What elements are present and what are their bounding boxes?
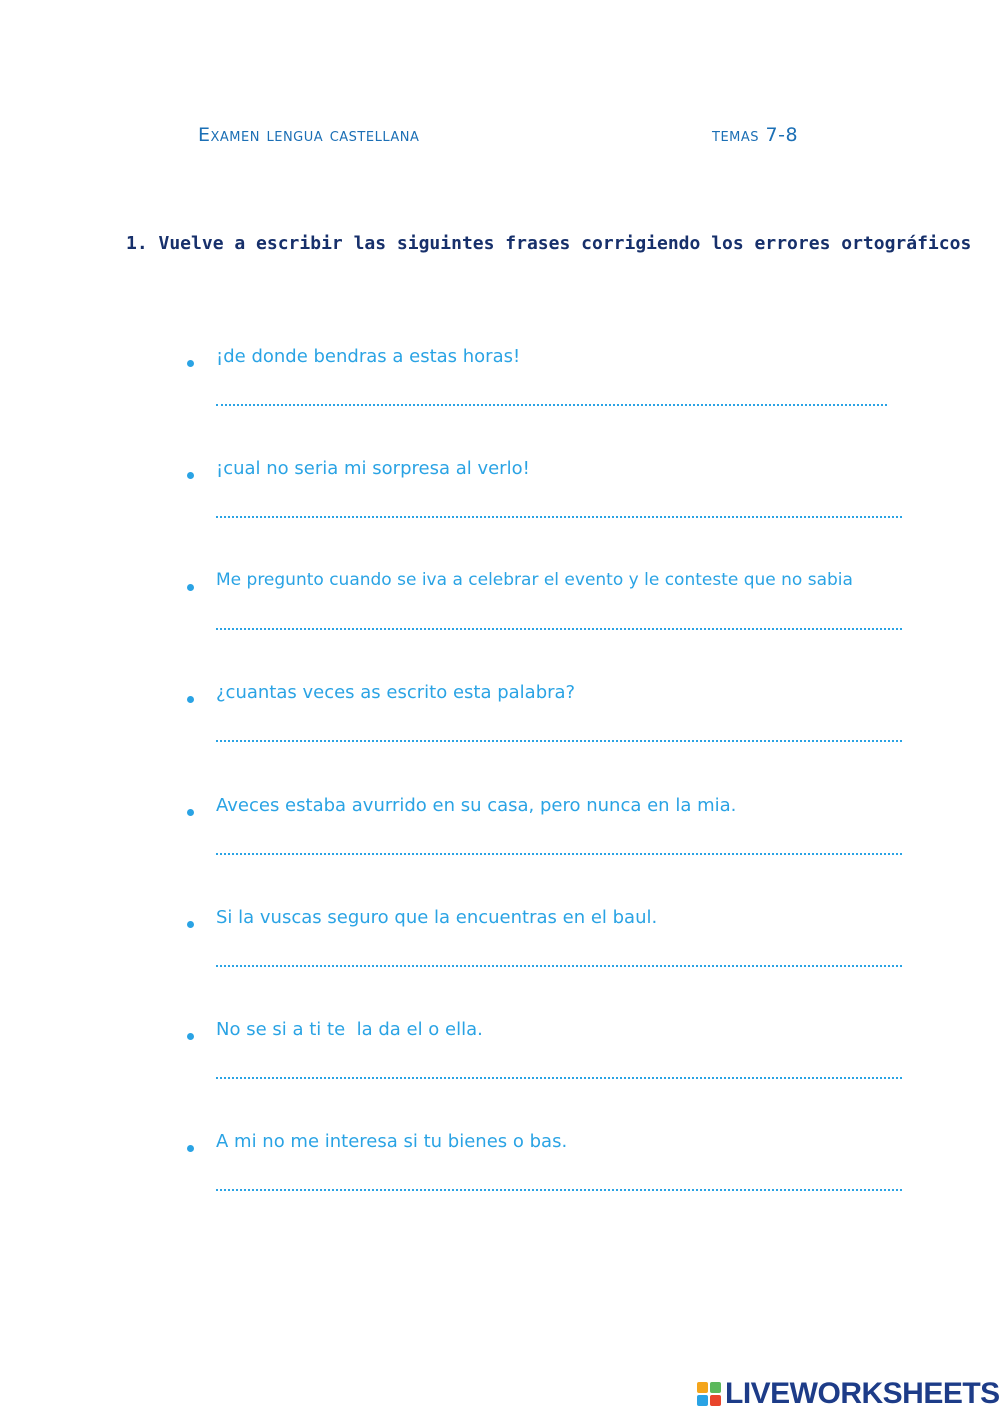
answer-field[interactable] bbox=[216, 404, 887, 406]
bullet-icon bbox=[187, 1145, 194, 1152]
sentence-text: A mi no me interesa si tu bienes o bas. bbox=[216, 1131, 568, 1152]
exam-topics: temas 7-8 bbox=[712, 124, 799, 146]
sentence-text: ¡cual no seria mi sorpresa al verlo! bbox=[216, 458, 530, 479]
list-item bbox=[0, 570, 1000, 682]
list-item bbox=[0, 907, 1000, 1019]
sentence-text: Si la vuscas seguro que la encuentras en el baul. bbox=[216, 907, 658, 928]
bullet-icon bbox=[187, 696, 194, 703]
sentence-text: Me pregunto cuando se iva a celebrar el evento y le conteste que no sabia bbox=[216, 570, 853, 590]
sentence-text: No se si a ti te la da el o ella. bbox=[216, 1019, 483, 1040]
answer-field[interactable] bbox=[216, 965, 902, 967]
bullet-icon bbox=[187, 1033, 194, 1040]
list-item bbox=[0, 458, 1000, 570]
list-item bbox=[0, 1131, 1000, 1243]
logo-squares-icon bbox=[697, 1382, 721, 1406]
instruction-text: 1. Vuelve a escribir las siguintes frases corrigiendo los errores ortográficos bbox=[126, 233, 972, 254]
answer-field[interactable] bbox=[216, 516, 902, 518]
answer-field[interactable] bbox=[216, 1189, 902, 1191]
sentence-text: Aveces estaba avurrido en su casa, pero nunca en la mia. bbox=[216, 795, 737, 816]
liveworksheets-logo bbox=[697, 1378, 1000, 1410]
list-item bbox=[0, 682, 1000, 794]
answer-field[interactable] bbox=[216, 628, 902, 630]
answer-field[interactable] bbox=[216, 740, 902, 742]
answer-field[interactable] bbox=[216, 853, 902, 855]
sentence-text: ¡de donde bendras a estas horas! bbox=[216, 346, 521, 367]
sentence-text: ¿cuantas veces as escrito esta palabra? bbox=[216, 682, 576, 703]
answer-field[interactable] bbox=[216, 1077, 902, 1079]
list-item bbox=[0, 346, 1000, 458]
bullet-icon bbox=[187, 360, 194, 367]
bullet-icon bbox=[187, 584, 194, 591]
list-item bbox=[0, 1019, 1000, 1131]
bullet-icon bbox=[187, 921, 194, 928]
logo-text: LIVEWORKSHEETS bbox=[725, 1377, 1000, 1410]
bullet-icon bbox=[187, 472, 194, 479]
bullet-icon bbox=[187, 809, 194, 816]
list-item bbox=[0, 795, 1000, 907]
exam-title: Examen lengua castellana bbox=[198, 124, 420, 146]
